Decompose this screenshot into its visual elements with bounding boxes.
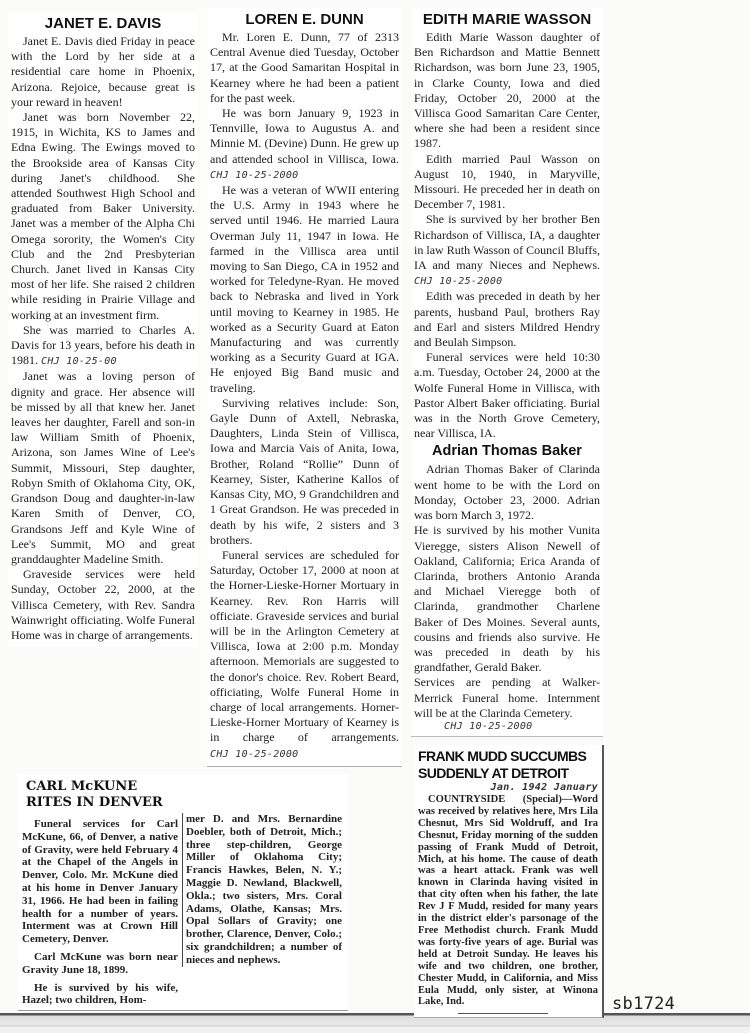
clipping-frank-mudd: [414, 745, 604, 1018]
column-rule: [182, 813, 183, 967]
paragraph: Surviving relatives include: Son, Gayle Dunn of Axtell, Nebraska, Daughters, Linda Stein of Villisca, Iowa and Marcia Vais of Anita, Iowa, Brother, Roland “Rollie” Dunn of Kearney, Sister, Katherine Kallos of Kansas City, MO, 9 Grandchildren and 1 Great Grandson. He was preceded in death by his wife, 2 sisters and 3 brothers.: [210, 395, 399, 547]
paragraph: He is survived by his wife, Hazel; two children, Hom-: [22, 981, 178, 1007]
paragraph: Funeral services for Carl McKune, 66, of Denver, a native of Gravity, were held February 4 at the Chapel of the Angels in Denver, Colo. Mr. McKune died at his home in Denver January 31, 1966. He had been in failing health for a number of years. Interment was at Crown Hill Cemetery, Denver.: [22, 818, 178, 946]
handwritten-annotation: Jan. 1942 January: [490, 782, 598, 793]
paragraph: Services are pending at Walker-Merrick Funeral home. Internment will be at the Clarinda Cemetery.: [414, 675, 600, 720]
paragraph: She was married to Charles A. Davis for 13 years, before his death in 1981. CHJ 10-25-00: [11, 322, 195, 368]
clipping-edith-wasson: [411, 8, 603, 737]
handwritten-annotation: CHJ 10-25-2000: [444, 720, 533, 732]
paragraph: Funeral services were held 10:30 a.m. Tuesday, October 24, 2000 at the Wolfe Funeral Home in Villisca, with Pastor Albert Baker officiating. Burial was in the North Grove Cemetery, near Villisca, IA.: [414, 350, 600, 441]
obituary-title: EDITH MARIE WASSON: [422, 11, 592, 28]
paragraph: Edith married Paul Wasson on August 10, 1940, in Maryville, Missouri. He preceded her in death on December 7, 1981.: [414, 151, 600, 212]
paragraph: mer D. and Mrs. Bernardine Doebler, both of Detroit, Mich.; three step-children, George Miller of Oklahoma City; Francis Hawkes, Belen, N. Y.; Maggie D. Newland, Blackwell, Okla.; two sisters, Mrs. Coral Adams, Olathe, Kansas; Mrs. Opal Sollars of Gravity; one brother, Clarence, Denver, Colo.; six grandchildren; a number of nieces and nephews.: [186, 813, 342, 966]
signature-scribble: [458, 1009, 548, 1014]
obituary-title: JANET E. DAVIS: [44, 15, 162, 32]
clipping-janet-davis: [8, 12, 198, 647]
paragraph: Edith Marie Wasson daughter of Ben Richardson and Mattie Bennett Richardson, was born June 23, 1905, in Clarke County, Iowa and died Friday, October 20, 2000 at the Villisca Good Samaritan Care Center, where she had been a resident since 1987.: [414, 30, 600, 151]
paragraph: Janet was a loving person of dignity and grace. Her absence will be missed by all that knew her. Janet leaves her daughter, Farell and son-in law William Smith of Phoenix, Arizona, son James Wine of Lee's Summit, Missouri, Step daughter, Robyn Smith of Oklahoma City, OK, Grandson Doug and daughter-in-law Karen Smith of Denver, CO, Grandsons Jeff and Kyle Wine of Lee's Summit, MO and great granddaughter Madeline Smith.: [11, 369, 195, 566]
handwritten-annotation: CHJ 10-25-2000: [414, 276, 503, 288]
handwritten-annotation: CHJ 10-25-00: [41, 356, 117, 368]
obituary-title: LOREN E. DUNN: [245, 11, 364, 28]
page-id-annotation: sb1724: [612, 994, 676, 1014]
obituary-title: RITES IN DENVER: [26, 795, 163, 810]
paragraph: Graveside services were held Sunday, October 22, 2000, at the Villisca Cemetery, with Rev. Sandra Wainwright officiating. Wolfe Funeral Home was in charge of arrangements.: [11, 567, 195, 642]
clipping-loren-dunn: [207, 8, 402, 767]
paragraph: He was a veteran of WWII entering the U.S. Army in 1943 where he served until 1946. He married Laura Overman July 11, 1947 in Iowa. He farmed in the Villisca area until moving to San Diego, CA in 1952 and worked for Teledyne-Ryan. He moved back to Nebraska and lived in York until moving to Kearney in 1985. He worked as a Security Guard at Eaton Manufacturing and was currently working as a Security Guard at IGA. He enjoyed Big Band music and traveling.: [210, 183, 399, 395]
obituary-title: SUDDENLY AT DETROIT: [418, 765, 569, 781]
clipping-carl-mckune: [18, 775, 348, 1011]
paragraph: Janet was born November 22, 1915, in Wichita, KS to James and Edna Ewing. The Ewings moved to the Brookside area of Kansas City during Janet's childhood. She attended Southwest High School and graduated from Baker University. Janet was a member of the Alpha Chi Omega sorority, the Women's City Club and the 2nd Presbyterian Church. Janet lived in Kansas City most of her life. She raised 2 children while residing in Prairie Village and working at an investment firm.: [11, 110, 195, 322]
scan-edge: [0, 1013, 750, 1033]
handwritten-annotation: CHJ 10-25-2000: [210, 169, 299, 181]
paragraph: Edith was preceded in death by her parents, husband Paul, brothers Ray and Earl and sisters Mildred Hendry and Beulah Simpson.: [414, 289, 600, 350]
paragraph: She is survived by her brother Ben Richardson of Villisca, IA, a daughter in law Ruth Wasson of Council Bluffs, IA and many Nieces and Nephews. CHJ 10-25-2000: [414, 212, 600, 288]
obituary-title: FRANK MUDD SUCCUMBS: [418, 748, 587, 764]
paragraph: Funeral services are scheduled for Saturday, October 17, 2000 at noon at the Horner-Lieske-Horner Mortuary in Kearney. Rev. Ron Harris will officiate. Graveside services and burial will be in the Arlington Cemetery at Villisca, Iowa at 2:00 p.m. Monday afternoon. Memorials are suggested to the donor's choice. Rev. Robert Beard, officiating, Wolfe Funeral Home in charge of local arrangements. Horner-Lieske-Horner Mortuary of Kearney is in charge of arrangements. CHJ 10-25-2000: [210, 547, 399, 760]
paragraph: Janet E. Davis died Friday in peace with the Lord by her side at a residential care home in Phoenix, Arizona. Rejoice, because great is your reward in heaven!: [11, 34, 195, 109]
paragraph: He was born January 9, 1923 in Tennville, Iowa to Augustus A. and Minnie M. (Devine) Dunn. He grew up and attended school in Villisca, Iowa. CHJ 10-25-2000: [210, 106, 399, 181]
paragraph: COUNTRYSIDE (Special)—Word was received by relatives here, Mrs Lila Chesnut, Mrs Sid Woldruff, and Ira Chesnut, Friday morning of the sudden passing of Frank Mudd of Detroit, Mich, at his home. The cause of death was a heart attack. Frank was well known in Clarinda having visited in that city often when his father, the late Rev J F Mudd, resided for many years in the district elder's parsonage of the Free Methodist church. Frank Mudd was forty-five years of age. Burial was held at Detroit Sunday. He leaves his wife and two children, one brother, Chester Mudd, in California, and Miss Eula Mudd, only sister, at Winona Lake, Ind.: [418, 794, 598, 1008]
obituary-title: Adrian Thomas Baker: [432, 443, 582, 460]
paragraph: Mr. Loren E. Dunn, 77 of 2313 Central Avenue died Tuesday, October 17, at the Good Samaritan Hospital in Kearney where he had been a patient for the past week.: [210, 30, 399, 105]
paragraph: Adrian Thomas Baker of Clarinda went home to be with the Lord on Monday, October 23, 2000. Adrian was born March 3, 1972.: [414, 462, 600, 523]
obituary-title: CARL McKUNE: [26, 779, 138, 794]
handwritten-annotation: CHJ 10-25-2000: [210, 748, 299, 760]
paragraph: He is survived by his mother Vunita Vieregge, sisters Alison Newell of Oakland, California; Erica Aranda of Clarinda, brothers Antonio Aranda and Michael Vieregge both of Clarinda, grandmother Charlene Baker of Des Moines. Several aunts, cousins and friends also survive. He was preceded in death by his grandfather, Gerald Baker.: [414, 523, 600, 675]
paragraph: Carl McKune was born near Gravity June 18, 1899.: [22, 950, 178, 976]
